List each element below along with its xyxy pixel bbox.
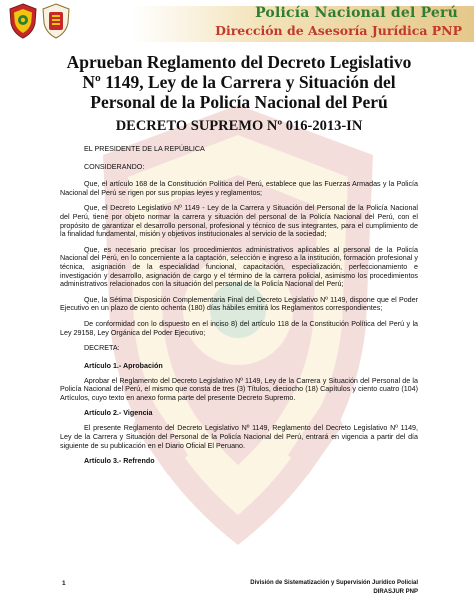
paragraph-5: De conformidad con lo dispuesto en el inciso 8) del artículo 118 de la Constitución Política del Perú y la Ley 29158, Ley Orgánica del Poder Ejecutivo; xyxy=(60,319,418,337)
presidente-line: EL PRESIDENTE DE LA REPÚBLICA xyxy=(84,145,205,153)
article-1-heading: Artículo 1.- Aprobación xyxy=(84,361,163,370)
document-body xyxy=(60,52,418,472)
article-3-heading: Artículo 3.- Refrendo xyxy=(84,457,155,466)
considerando-line: CONSIDERANDO: xyxy=(84,162,145,171)
decree-number: DECRETO SUPREMO Nº 016-2013-IN xyxy=(115,118,363,134)
footer-code: DIRASJUR PNP xyxy=(373,589,418,595)
org-name: Policía Nacional del Perú xyxy=(255,5,458,21)
page-header xyxy=(0,0,474,46)
page-footer xyxy=(0,575,474,605)
paragraph-4: Que, la Sétima Disposición Complementaria Final del Decreto Legislativo Nº 1149, dispone que el Poder Ejecutivo en un plazo de ciento ochenta (180) días hábiles emitirá los Reglamentos correspondientes; xyxy=(60,295,418,313)
paragraph-1: Que, el artículo 168 de la Constitución Política del Perú, establece que las Fuerzas Armadas y la Policía Nacional del Perú se rigen por sus propias leyes y reglamentos; xyxy=(60,180,418,197)
page-number: 1 xyxy=(62,580,66,587)
article-2-heading: Artículo 2.- Vigencia xyxy=(84,409,153,418)
police-shield-icon xyxy=(8,3,38,39)
footer-department: División de Sistematización y Supervisión Jurídico Policial xyxy=(250,580,418,586)
legal-crest-icon xyxy=(41,3,71,39)
org-subtitle: Dirección de Asesoría Jurídica PNP xyxy=(215,23,462,38)
document-title: Aprueban Reglamento del Decreto Legislativo Nº 1149, Ley de la Carrera y Situación del Personal de la Policía Nacional del Perú xyxy=(66,52,412,112)
article-1-text: Aprobar el Reglamento del Decreto Legislativo Nº 1149, Ley de la Carrera y Situación del Personal de la Policía Nacional del Perú, el mismo que consta de tres (3) Títulos, dieciocho (18) Capítulos y ciento cuatro (104) Artículos, cuyo texto en anexo forma parte del presente Decreto Supremo. xyxy=(60,376,418,402)
article-2-text: El presente Reglamento del Decreto Legislativo Nº 1149, Reglamento del Decreto Legislativo Nº 1149, Ley de la Carrera y Situación del Personal de la Policía Nacional del Perú, entrará en vigencia a partir del día siguiente de su publicación en el Diario Oficial El Peruano. xyxy=(60,424,418,450)
paragraph-3: Que, es necesario precisar los procedimientos administrativos aplicables al personal de la Policía Nacional del Perú, en lo concerniente a la captación, selección e ingreso a la institución, formación profesional y técnica, asignación de la especialidad funcional, capacitación, especialización, perfeccionamiento e investigación y desarrollo, asignación de cargo y el término de la carrera policial, asimismo los procedimientos administrativos relacionados con la situación del personal de la Policía Nacional del Perú; xyxy=(60,245,418,289)
decreta-line: DECRETA: xyxy=(84,344,120,353)
paragraph-2: Que, el Decreto Legislativo Nº 1149 - Ley de la Carrera y Situación del Personal de la Policía Nacional del Perú, tiene por objeto normar la carrera y situación del personal de la Policía Nacional del Perú, con el propósito de garantizar el desarrollo personal, profesional y técnico de sus integrantes, para el cumplimiento de la finalidad fundamental, misión y objetivos institucionales al servicio de la sociedad; xyxy=(60,204,418,239)
